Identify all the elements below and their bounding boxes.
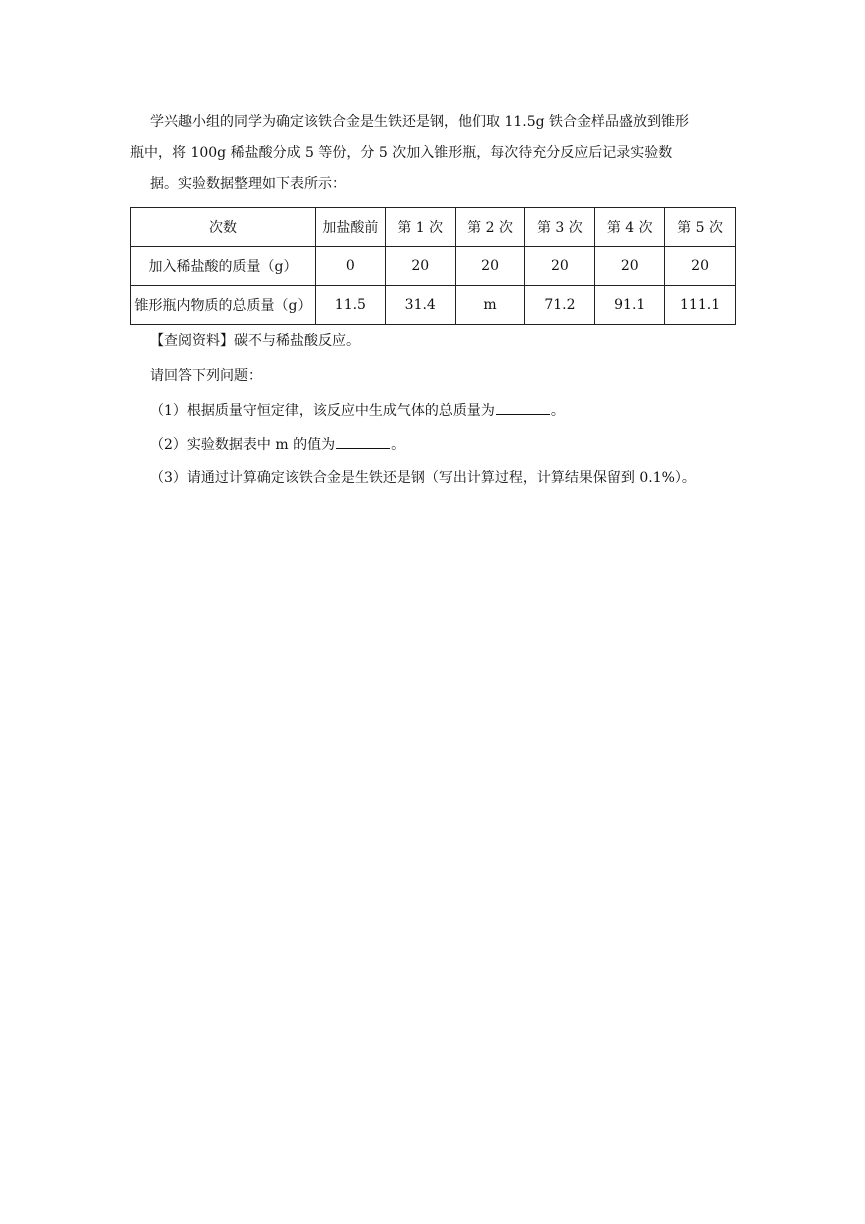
table-row-label: 加入稀盐酸的质量（g） [131, 247, 316, 286]
table-header-cell: 次数 [131, 208, 316, 247]
answer-blank-1 [496, 400, 550, 415]
intro-line-3: 据。实验数据整理如下表所示： [150, 176, 346, 192]
table-header-cell: 第 5 次 [665, 208, 736, 247]
table-header-cell: 第 3 次 [525, 208, 595, 247]
intro-line-1: 学兴趣小组的同学为确定该铁合金是生铁还是钢，他们取 11.5g 铁合金样品盛放到锥形 [150, 114, 690, 130]
table-cell: 20 [665, 247, 736, 286]
table-cell: m [455, 286, 525, 325]
experiment-data-table [130, 207, 736, 325]
table-header-cell: 加盐酸前 [315, 208, 385, 247]
reference-note: 【查阅资料】碳不与稀盐酸反应。 [150, 333, 360, 349]
question-1-end: 。 [550, 403, 565, 419]
question-2 [150, 434, 405, 455]
question-1 [150, 400, 565, 421]
answer-blank-2 [336, 434, 390, 449]
table-cell: 31.4 [385, 286, 455, 325]
table-cell: 91.1 [595, 286, 665, 325]
intro-line-2: 瓶中，将 100g 稀盐酸分成 5 等份，分 5 次加入锥形瓶，每次待充分反应后记录实验数 [130, 145, 673, 161]
question-prompt: 请回答下列问题： [150, 368, 262, 384]
question-2-end: 。 [391, 437, 406, 453]
table-cell: 111.1 [665, 286, 736, 325]
table-cell: 20 [385, 247, 455, 286]
question-2-text: （2）实验数据表中 m 的值为 [150, 437, 336, 453]
question-3: （3）请通过计算确定该铁合金是生铁还是钢（写出计算过程，计算结果保留到 0.1%）。 [150, 470, 696, 486]
table-row-acid-mass [131, 247, 736, 286]
table-row-label: 锥形瓶内物质的总质量（g） [131, 286, 316, 325]
table-cell: 71.2 [525, 286, 595, 325]
table-cell: 0 [315, 247, 385, 286]
question-1-text: （1）根据质量守恒定律，该反应中生成气体的总质量为 [150, 403, 495, 419]
table-header-cell: 第 4 次 [595, 208, 665, 247]
table-cell: 11.5 [315, 286, 385, 325]
table-cell: 20 [525, 247, 595, 286]
table-header-row [131, 208, 736, 247]
intro-paragraph [130, 107, 738, 200]
table-cell: 20 [595, 247, 665, 286]
table-header-cell: 第 1 次 [385, 208, 455, 247]
table-row-total-mass [131, 286, 736, 325]
table-cell: 20 [455, 247, 525, 286]
table-header-cell: 第 2 次 [455, 208, 525, 247]
